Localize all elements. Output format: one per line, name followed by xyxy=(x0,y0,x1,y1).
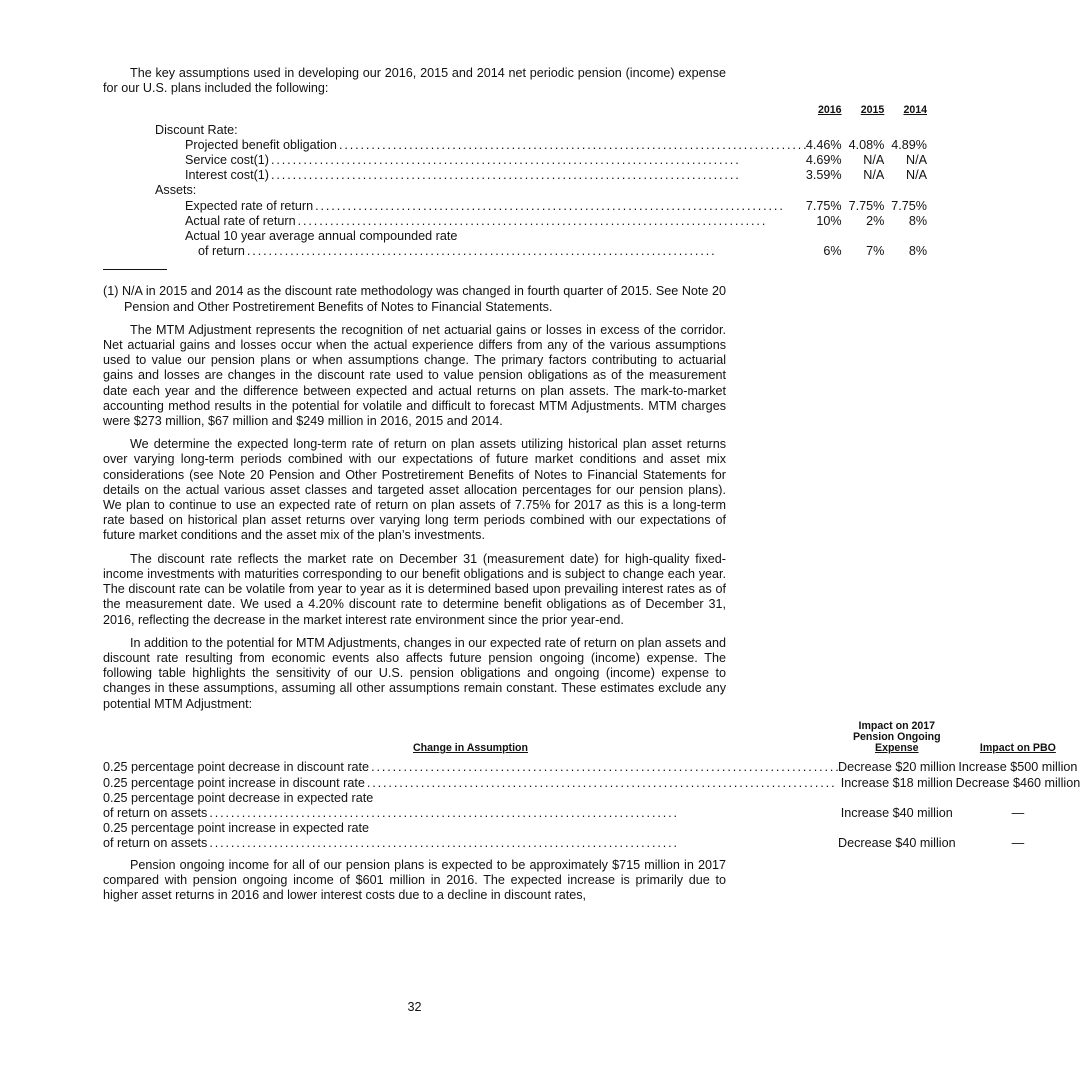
service-2014: N/A xyxy=(906,153,928,168)
impact-on-pbo-header: Impact on PBO xyxy=(979,742,1056,755)
dot-leader xyxy=(367,776,838,791)
table-row xyxy=(103,244,969,259)
ten-year-label-line2: of return xyxy=(198,244,245,259)
footnote-divider xyxy=(103,269,167,270)
discount-paragraph: The discount rate reflects the market rate on December 31 (measurement date) for high-quality fixed-income investments with maturities corresponding to our benefit obligations and is subject to change each year. The discount rate can be volatile from year to year as it is determined based upon prevailing interest rates as of the measurement date. We used a 4.20% discount rate to determine benefit obligations as of December 31, 2016, reflecting the decrease in the market interest rate environment since the prior year-end. xyxy=(103,551,726,627)
return-paragraph: We determine the expected long-term rate of return on plan assets utilizing historical plan asset returns over varying long-term periods combined with our expectations of future market conditions and asset mix considerations (see Note 20 Pension and Other Postretirement Benefits of Notes to Financial Statements for details on the actual various asset classes and targeted asset allocation percentages for our pension plans). We plan to continue to use an expected rate of return on plan assets of 7.75% for 2017 as this is a long-term rate based on historical plan asset returns over varying long term periods combined with our expectations of future market conditions and the asset mix of the plan’s investments. xyxy=(103,437,726,543)
ten-year-2015: 7% xyxy=(866,244,885,259)
interest-2015: N/A xyxy=(863,168,885,183)
actual-2014: 8% xyxy=(908,213,928,228)
ten-year-2016: 6% xyxy=(823,244,842,259)
pbo-2014: 4.89% xyxy=(891,137,928,152)
service-2016: 4.69% xyxy=(805,153,842,168)
row3-expense: Increase $40 million xyxy=(840,805,953,820)
sensitivity-paragraph: In addition to the potential for MTM Adjustments, changes in our expected rate of return on plan assets and discount rate resulting from economic events also affects future pension ongoing (income) expense. The following table highlights the sensitivity of our U.S. pension obligations and ongoing (income) expense to changes in these assumptions, assuming all other assumptions remain constant. These estimates exclude any potential MTM Adjustment: xyxy=(103,635,726,711)
service-cost-label: Service cost(1) xyxy=(185,153,269,168)
table-row xyxy=(103,760,1080,775)
dot-leader xyxy=(209,836,838,851)
dot-leader xyxy=(209,806,838,821)
table-row xyxy=(103,199,969,214)
ten-year-label-line1: Actual 10 year average annual compounded rate xyxy=(185,229,458,244)
year-2016-header: 2016 xyxy=(818,104,842,117)
table-row xyxy=(103,168,969,183)
row4-label-line2: of return on assets xyxy=(103,836,208,851)
year-2015-header: 2015 xyxy=(860,104,885,117)
interest-cost-label: Interest cost(1) xyxy=(185,168,269,183)
dot-leader xyxy=(298,214,806,229)
pbo-label: Projected benefit obligation xyxy=(185,137,337,152)
dot-leader xyxy=(271,153,806,168)
table-row xyxy=(103,806,1080,821)
table-row xyxy=(103,138,969,153)
document-page xyxy=(103,66,1080,911)
service-2015: N/A xyxy=(863,153,885,168)
table-row xyxy=(103,821,1080,836)
table-row xyxy=(103,214,969,229)
page-number: 32 xyxy=(407,1000,422,1014)
pbo-2015: 4.08% xyxy=(848,137,885,152)
dot-leader xyxy=(247,244,806,259)
table-row xyxy=(103,123,969,138)
intro-paragraph: The key assumptions used in developing our 2016, 2015 and 2014 net periodic pension (income) expense for our U.S. plans included the following: xyxy=(103,66,726,96)
actual-2016: 10% xyxy=(816,213,842,228)
table-row xyxy=(103,229,969,244)
row4-label-line1: 0.25 percentage point increase in expected rate xyxy=(103,821,370,836)
assets-heading: Assets: xyxy=(155,183,197,198)
year-2014-header: 2014 xyxy=(903,104,928,117)
expected-2014: 7.75% xyxy=(891,198,928,213)
actual-return-label: Actual rate of return xyxy=(185,213,296,228)
dot-leader xyxy=(315,199,806,214)
change-in-assumption-header: Change in Assumption xyxy=(413,742,528,755)
ten-year-2014: 8% xyxy=(908,244,928,259)
row4-expense: Decrease $40 million xyxy=(837,836,956,851)
row2-pbo: Decrease $460 million xyxy=(955,775,1080,790)
interest-2014: N/A xyxy=(906,168,928,183)
row1-label: 0.25 percentage point decrease in discount rate xyxy=(103,760,370,775)
row3-label-line1: 0.25 percentage point decrease in expected rate xyxy=(103,790,374,805)
table-row xyxy=(103,791,1080,806)
expense-header-line3: Expense xyxy=(875,742,919,755)
table-row xyxy=(103,836,1080,851)
expense-header-line1: Impact on 2017 xyxy=(858,719,936,732)
actual-2015: 2% xyxy=(866,213,885,228)
table-row xyxy=(103,153,969,168)
discount-rate-heading: Discount Rate: xyxy=(155,122,238,137)
sensitivity-header-row xyxy=(103,720,1080,761)
sensitivity-table xyxy=(103,720,1080,852)
table-row xyxy=(103,776,1080,791)
footnote: (1) N/A in 2015 and 2014 as the discount rate methodology was changed in fourth quarter of 2015. See Note 20 Pension and Other Postretirement Benefits of Notes to Financial Statements. xyxy=(103,284,726,314)
dot-leader xyxy=(339,138,806,153)
expected-return-label: Expected rate of return xyxy=(185,198,314,213)
mtm-paragraph: The MTM Adjustment represents the recognition of net actuarial gains or losses in excess of the corridor. Net actuarial gains and losses occur when the actual experience differs from any of the various assumptions used to value our pension plans or when assumptions change. The primary factors contributing to actuarial gains and losses are changes in the discount rate used to value pension obligations as of the measurement date each year and the difference between expected and actual returns on plan assets. The mark-to-market accounting method results in the potential for volatile and difficult to forecast MTM Adjustments. MTM charges were $273 million, $67 million and $249 million in 2016, 2015 and 2014. xyxy=(103,322,726,429)
table-row xyxy=(103,183,969,198)
assumptions-table xyxy=(103,102,969,259)
interest-2016: 3.59% xyxy=(805,168,842,183)
assumptions-header-row xyxy=(103,102,969,122)
expected-2015: 7.75% xyxy=(848,198,885,213)
row2-expense: Increase $18 million xyxy=(840,775,953,790)
row3-pbo: — xyxy=(1011,805,1025,820)
pbo-2016: 4.46% xyxy=(805,137,842,152)
row4-pbo: — xyxy=(1011,836,1025,851)
expense-header-line2: Pension Ongoing xyxy=(852,730,941,743)
dot-leader xyxy=(371,760,838,775)
dot-leader xyxy=(271,168,806,183)
row3-label-line2: of return on assets xyxy=(103,805,208,820)
ongoing-income-paragraph: Pension ongoing income for all of our pension plans is expected to be approximately $715 million in 2017 compared with pension ongoing income of $601 million in 2016. The expected increase is primarily due to higher asset returns in 2016 and lower interest costs due to a decline in discount rates, xyxy=(103,857,726,902)
row1-pbo: Increase $500 million xyxy=(958,760,1078,775)
expected-2016: 7.75% xyxy=(805,198,842,213)
row2-label: 0.25 percentage point increase in discount rate xyxy=(103,775,365,790)
row1-expense: Decrease $20 million xyxy=(837,760,956,775)
